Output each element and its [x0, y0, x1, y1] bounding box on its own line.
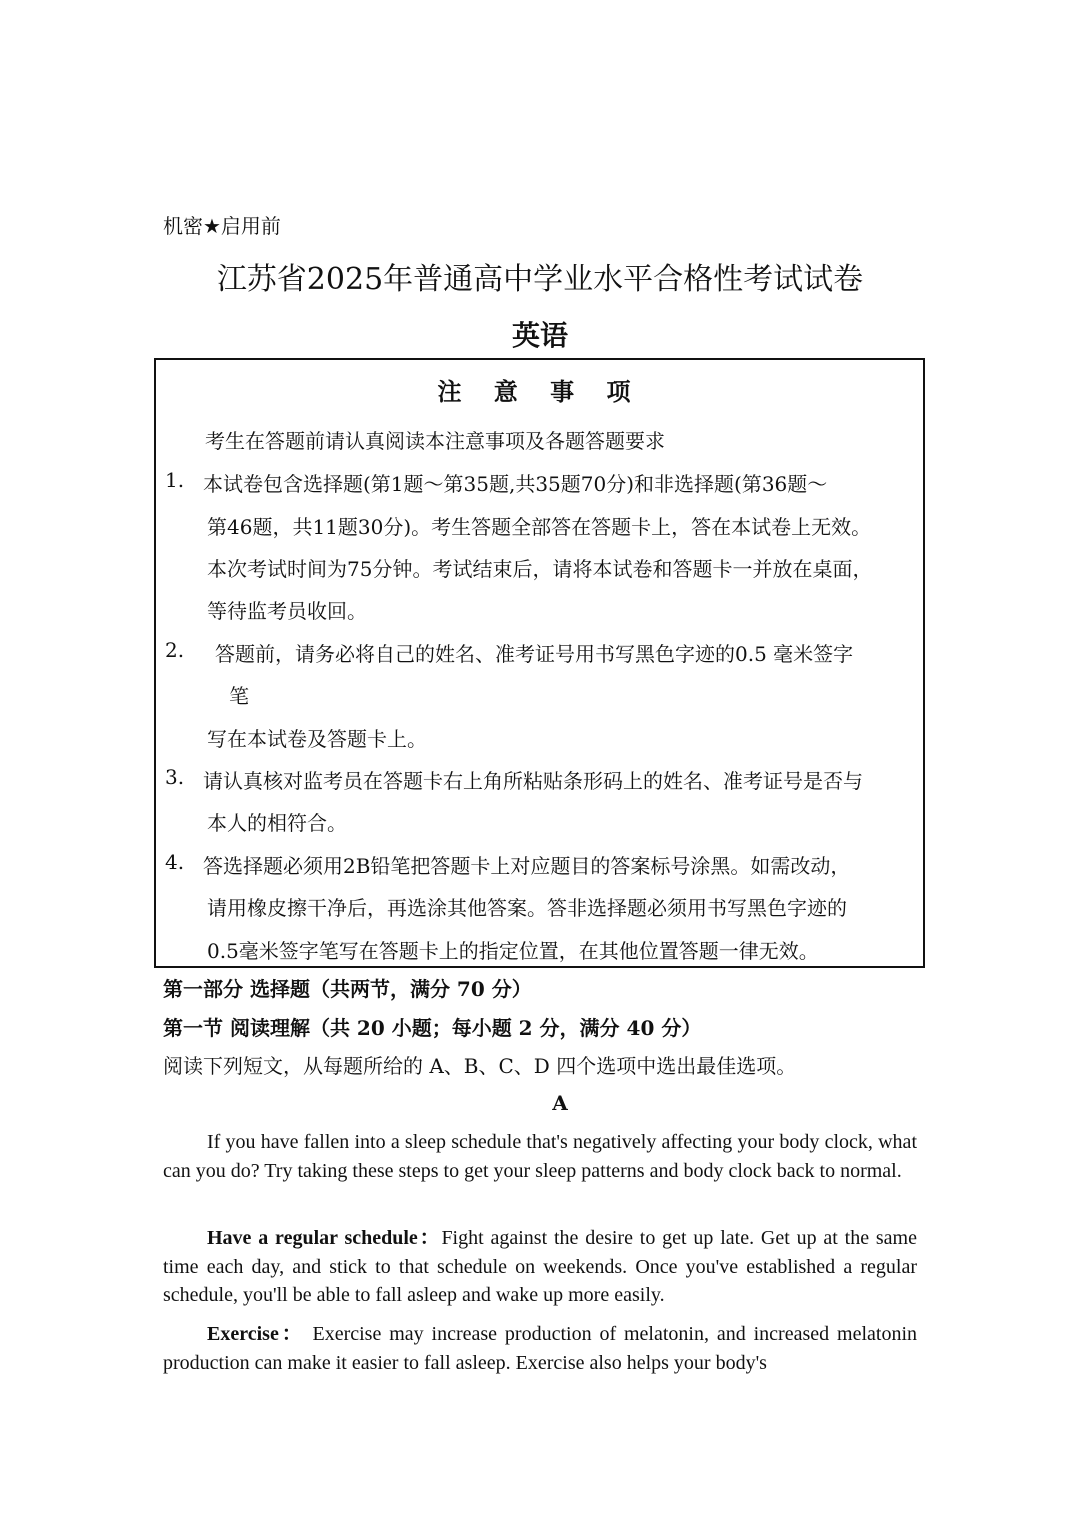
tip-paragraph: [163, 1224, 917, 1310]
tip-heading: Exercise：: [207, 1323, 305, 1345]
notice-item-line: 第46题，共11题30分)。考生答题全部答在答题卡上，答在本试卷上无效。: [207, 515, 872, 539]
part-heading: 第一部分 选择题（共两节，满分 70 分）: [163, 977, 532, 1001]
tip-text: Exercise may increase production of melatonin, and increased melatonin production can make it easier to fall asleep. Exercise also helps your body's: [163, 1323, 917, 1374]
passage-intro-paragraph: [163, 1128, 917, 1185]
notice-item-line: 笔: [229, 684, 249, 708]
notice-item-number: 1.: [165, 468, 185, 492]
exam-title: 江苏省2025年普通高中学业水平合格性考试试卷: [216, 262, 864, 297]
notice-item-line: 请认真核对监考员在答题卡右上角所粘贴条形码上的姓名、准考证号是否与: [203, 769, 863, 793]
notice-item-number: 4.: [165, 850, 185, 874]
notice-item-line: 本试卷包含选择题(第1题～第35题,共35题70分)和非选择题(第36题～: [203, 472, 828, 496]
tip-text: Fight against the desire to get up late. Get up at the same time each day, and stick to that schedule on weekends. Once you've established a regular schedule, you'll be able to fall asleep and wake up more easily.: [163, 1227, 917, 1306]
notice-item-line: 写在本试卷及答题卡上。: [207, 727, 427, 751]
notice-item-line: 0.5毫米签字笔写在答题卡上的指定位置，在其他位置答题一律无效。: [207, 939, 819, 963]
tip-paragraph: [163, 1320, 917, 1377]
passage-intro-text: If you have fallen into a sleep schedule that's negatively affecting your body clock, what can you do? Try taking these steps to get your sleep patterns and body clock back to normal.: [163, 1131, 917, 1182]
notice-item-line: 等待监考员收回。: [207, 599, 367, 623]
subject-title: 英语: [511, 319, 568, 352]
notice-item-line: 答题前，请务必将自己的姓名、准考证号用书写黑色字迹的0.5 毫米签字: [215, 642, 854, 666]
notice-item-line: 答选择题必须用2B铅笔把答题卡上对应题目的答案标号涂黑。如需改动，: [203, 854, 851, 878]
notice-item-number: 2.: [165, 638, 185, 662]
notice-item-line: 本人的相符合。: [207, 811, 347, 835]
notice-item-number: 3.: [165, 765, 185, 789]
confidential-mark: 机密★启用前: [163, 214, 281, 238]
notice-intro: 考生在答题前请认真阅读本注意事项及各题答题要求: [205, 429, 665, 453]
passage-label: A: [552, 1091, 568, 1115]
section-instruction: 阅读下列短文，从每题所给的 A、B、C、D 四个选项中选出最佳选项。: [163, 1054, 797, 1078]
notice-item-line: 本次考试时间为75分钟。考试结束后，请将本试卷和答题卡一并放在桌面，: [207, 557, 873, 581]
notice-title: 注 意 事 项: [437, 378, 643, 406]
tip-heading: Have a regular schedule：: [207, 1227, 442, 1249]
section-heading: 第一节 阅读理解（共 20 小题；每小题 2 分，满分 40 分）: [163, 1016, 702, 1040]
notice-item-line: 请用橡皮擦干净后，再选涂其他答案。答非选择题必须用书写黑色字迹的: [207, 896, 847, 920]
